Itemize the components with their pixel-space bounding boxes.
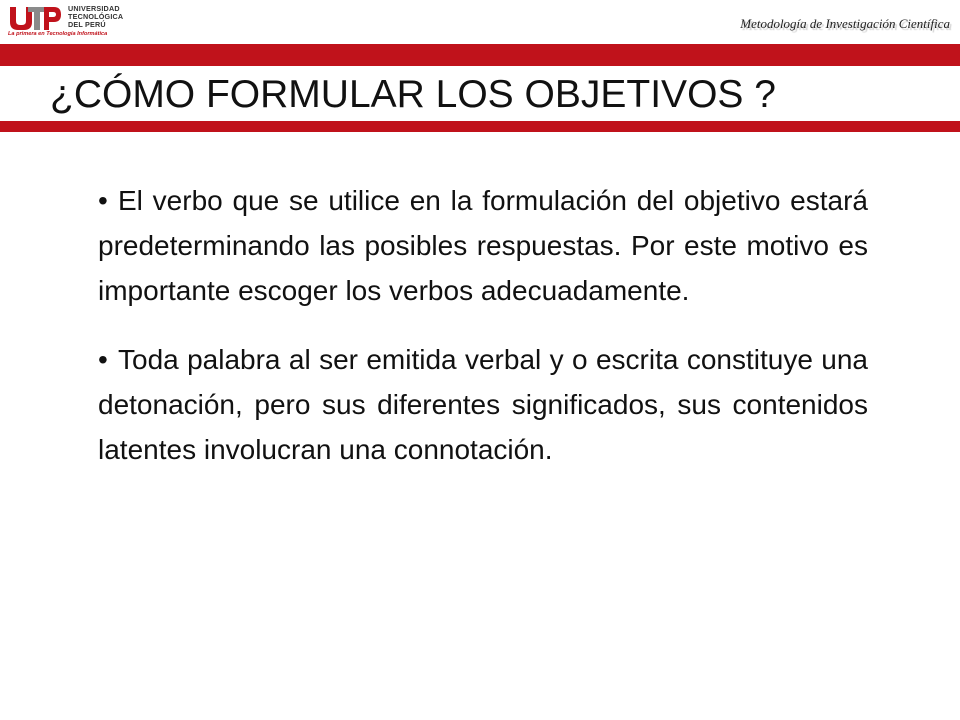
university-name [68, 5, 163, 29]
bullet-item [98, 178, 868, 313]
bullet-item [98, 337, 868, 472]
university-tagline: La primera en Tecnología Informática [8, 31, 108, 37]
bullet-text: El verbo que se utilice en la formulación del objetivo estará predeterminando las posibles respuestas. Por este motivo es importante escoger los verbos adecuadamente. [98, 185, 868, 306]
bullet-text: Toda palabra al ser emitida verbal y o escrita constituye una detonación, pero sus diferentes significados, sus contenidos latentes involucran una connotación. [98, 344, 868, 465]
bullet-marker: • [98, 344, 108, 375]
university-name-line: TECNOLÓGICA [68, 12, 124, 21]
bullet-marker: • [98, 185, 108, 216]
course-title: Metodología de Investigación Científica [740, 16, 950, 31]
header-red-bar [0, 44, 960, 66]
university-name-line: DEL PERÚ [68, 20, 106, 29]
university-name-line: UNIVERSIDAD [68, 4, 120, 13]
title-underline-bar [0, 121, 960, 132]
bullet-list [98, 178, 868, 496]
page-title: ¿CÓMO FORMULAR LOS OBJETIVOS ? [50, 73, 776, 116]
university-logo [8, 4, 158, 40]
